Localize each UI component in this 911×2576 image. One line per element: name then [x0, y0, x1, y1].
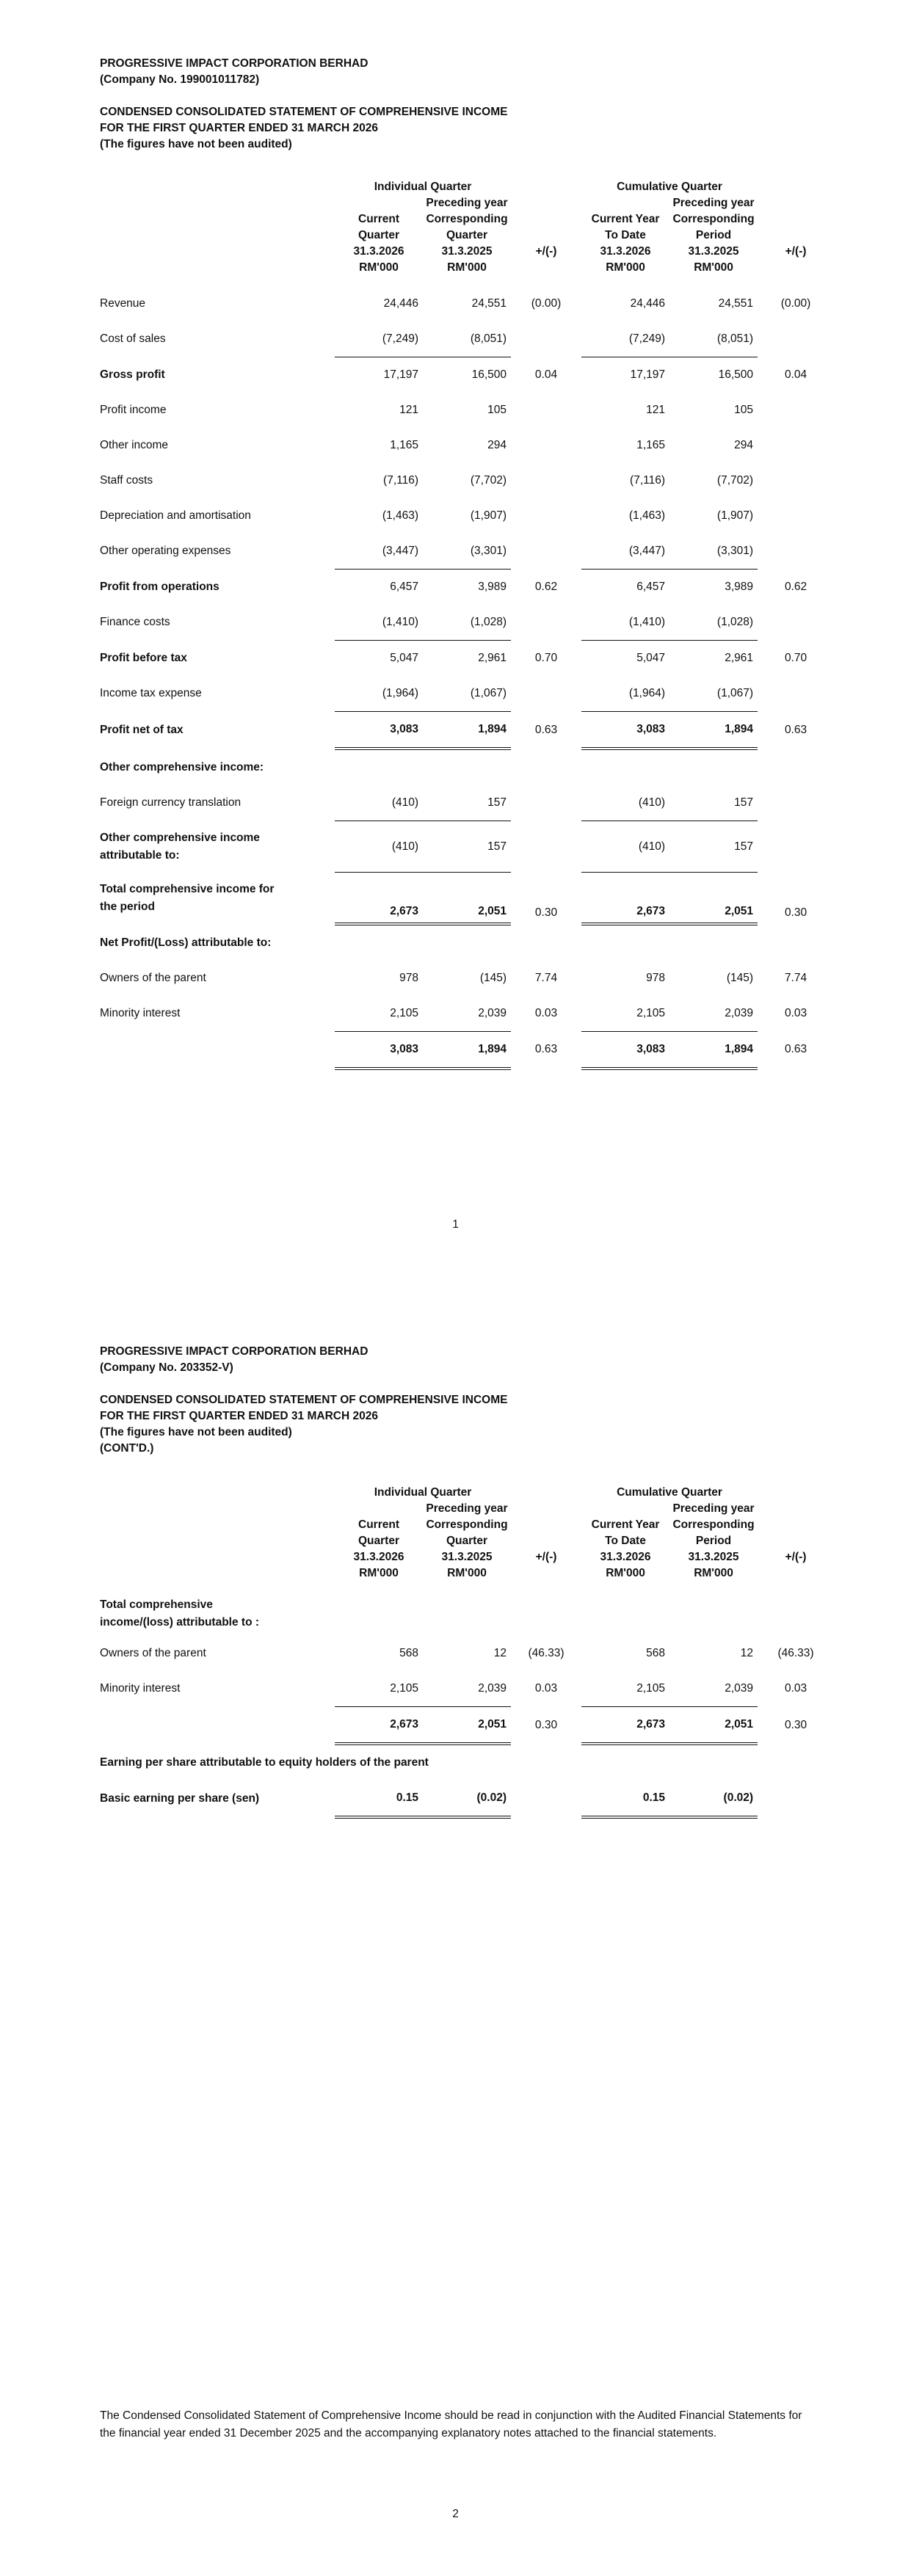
change-cell [511, 1780, 581, 1817]
table-cell [758, 179, 834, 195]
amount-cell: (7,249) [382, 332, 418, 345]
amount-cell: 3,083 [335, 1031, 423, 1069]
amount-cell: 1,894 [423, 712, 511, 749]
change-cell: (46.33) [528, 1647, 565, 1659]
amount-cell: 0.15 [335, 1780, 423, 1817]
page-number: 2 [452, 2508, 459, 2520]
row-profit-before-tax [100, 641, 834, 677]
row-label [100, 1031, 335, 1069]
amount-cell: 12 [493, 1647, 507, 1659]
text-line: Current Year [591, 1518, 660, 1531]
row-label [100, 821, 335, 873]
row-total-comprehensive-income [100, 873, 834, 924]
change-cell [511, 534, 581, 570]
change-cell: 0.04 [784, 368, 807, 381]
row-label: Staff costs [100, 474, 153, 487]
column-group-header [100, 179, 834, 195]
amount-cell: 2,051 [423, 873, 511, 924]
text-line [511, 195, 581, 244]
text-line [511, 260, 581, 276]
text-line: Quarter [446, 229, 487, 241]
change-cell [758, 676, 834, 712]
text-line: Current [358, 1518, 399, 1531]
table-cell [100, 179, 335, 195]
amount-cell: (410) [391, 796, 418, 809]
amount-cell: (1,410) [382, 616, 418, 628]
change-cell: 0.62 [534, 580, 558, 593]
row-label: Gross profit [100, 368, 165, 381]
amount-cell: 2,105 [390, 1682, 418, 1695]
change-cell [758, 1780, 834, 1817]
row-label: Profit before tax [100, 651, 187, 664]
amount-cell: (1,964) [382, 687, 418, 699]
amount-cell: 2,961 [423, 641, 511, 677]
cumulative-quarter-heading: Cumulative Quarter [617, 1486, 722, 1499]
amount-cell: 294 [487, 439, 507, 451]
change-cell: 0.03 [534, 1682, 558, 1695]
text-line: RM'000 [694, 261, 733, 274]
text-line [511, 1565, 581, 1582]
change-cell: 0.03 [784, 1006, 807, 1019]
row-net-profit-header [100, 924, 834, 961]
page-2 [0, 1288, 911, 2576]
amount-cell: 1,165 [636, 439, 666, 451]
amount-cell: 3,989 [423, 570, 511, 605]
amount-cell: 1,894 [669, 1031, 758, 1069]
text-line: RM'000 [359, 261, 399, 274]
amount-cell: 294 [734, 439, 754, 451]
amount-cell: (1,463) [628, 509, 666, 522]
amount-cell: 2,673 [335, 873, 423, 924]
amount-cell: 3,083 [581, 712, 669, 749]
amount-cell: (145) [726, 971, 754, 984]
change-cell: 0.03 [534, 1006, 558, 1019]
text-line: RM'000 [447, 1567, 487, 1579]
change-cell [511, 605, 581, 641]
change-cell: (0.00) [531, 297, 562, 310]
text-line: 31.3.2026 [353, 1551, 404, 1563]
text-line: Current [358, 213, 399, 225]
text-line: Quarter [446, 1535, 487, 1547]
change-cell: (0.00) [780, 297, 811, 310]
change-cell [511, 676, 581, 712]
change-cell [758, 498, 834, 534]
header-block [100, 1344, 507, 1457]
amount-cell: (410) [335, 821, 423, 873]
amount-cell: (1,964) [628, 687, 666, 699]
text-line: Period [695, 229, 732, 241]
change-cell [758, 428, 834, 463]
text-line: Quarter [358, 229, 399, 241]
text-line: Period [695, 1535, 732, 1547]
row-oci-header [100, 749, 834, 785]
change-cell: 0.30 [534, 906, 558, 919]
text-line: Preceding year [672, 1502, 755, 1515]
row-label: Minority interest [100, 1006, 181, 1019]
amount-cell: (1,410) [628, 616, 666, 628]
amount-cell: 2,039 [725, 1682, 754, 1695]
change-cell: 0.63 [534, 723, 558, 736]
text-line: Other comprehensive income [100, 831, 260, 844]
amount-cell: 157 [487, 796, 507, 809]
amount-cell: 105 [734, 404, 754, 416]
table-cell [100, 1501, 335, 1582]
col-preceding-period [669, 1501, 758, 1582]
col-change-cumulative [758, 195, 834, 276]
amount-cell: 24,446 [383, 297, 418, 310]
text-line: income/(loss) attributable to : [100, 1616, 260, 1629]
text-line [511, 1501, 581, 1549]
text-line [758, 1565, 834, 1582]
amount-cell: (1,907) [716, 509, 754, 522]
amount-cell: 568 [646, 1647, 666, 1659]
change-cell: 7.74 [784, 971, 807, 984]
amount-cell: 2,039 [478, 1682, 507, 1695]
row-label: Owners of the parent [100, 971, 206, 984]
row-label [100, 1707, 335, 1744]
text-line: +/(-) [785, 1551, 807, 1563]
row-label: Finance costs [100, 616, 170, 629]
row-label: Other income [100, 439, 169, 451]
row-label: Depreciation and amortisation [100, 509, 251, 522]
text-line: Preceding year [672, 197, 755, 209]
row-gross-profit [100, 357, 834, 393]
amount-cell: 978 [646, 971, 666, 984]
company-name: PROGRESSIVE IMPACT CORPORATION BERHAD [100, 57, 369, 70]
amount-cell: 121 [646, 404, 666, 416]
amount-cell: 16,500 [669, 357, 758, 393]
row-label: Other comprehensive income: [100, 761, 264, 774]
text-line: +/(-) [785, 245, 807, 258]
row-total [100, 1707, 834, 1744]
row-label: Earning per share attributable to equity holders of the parent [100, 1756, 429, 1769]
text-line: RM'000 [606, 1567, 645, 1579]
row-label: Basic earning per share (sen) [100, 1792, 260, 1805]
change-cell [758, 821, 834, 873]
text-line: 31.3.2026 [600, 245, 651, 258]
amount-cell: (8,051) [716, 332, 754, 345]
amount-cell: (0.02) [669, 1780, 758, 1817]
amount-cell: 17,197 [581, 357, 669, 393]
amount-cell: (1,028) [470, 616, 507, 628]
col-preceding-period [669, 195, 758, 276]
change-cell: 0.63 [534, 1043, 558, 1056]
text-line: 31.3.2026 [353, 245, 404, 258]
amount-cell: 2,051 [669, 873, 758, 924]
text-line: Preceding year [426, 1502, 508, 1515]
col-current-ytd [581, 1501, 669, 1582]
amount-cell: 568 [399, 1647, 418, 1659]
row-profit-net-of-tax [100, 712, 834, 749]
change-cell: 7.74 [534, 971, 558, 984]
amount-cell: 2,961 [669, 641, 758, 677]
text-line: To Date [605, 229, 646, 241]
table-cell [100, 195, 335, 276]
row-label: Income tax expense [100, 687, 202, 700]
amount-cell: (7,702) [470, 474, 507, 487]
row-label [100, 1592, 834, 1636]
amount-cell: 17,197 [335, 357, 423, 393]
company-number: (Company No. 203352-V) [100, 1361, 233, 1374]
amount-cell: 978 [399, 971, 418, 984]
amount-cell: 12 [740, 1647, 754, 1659]
row-oci-attributable [100, 821, 834, 873]
amount-cell: 5,047 [581, 641, 669, 677]
statement-period: FOR THE FIRST QUARTER ENDED 31 MARCH 2026 [100, 1410, 378, 1422]
text-line: Quarter [358, 1535, 399, 1547]
company-name: PROGRESSIVE IMPACT CORPORATION BERHAD [100, 1345, 369, 1358]
individual-quarter-heading: Individual Quarter [374, 181, 472, 193]
change-cell: 0.30 [784, 906, 807, 919]
amount-cell: (1,067) [716, 687, 754, 699]
col-preceding-quarter [423, 1501, 511, 1582]
cumulative-quarter-heading: Cumulative Quarter [617, 181, 722, 193]
text-line: Corresponding [426, 1518, 508, 1531]
change-cell [758, 534, 834, 570]
table-cell [100, 1582, 834, 1592]
amount-cell: (410) [581, 821, 669, 873]
row-other-income [100, 428, 834, 463]
amount-cell: 2,673 [581, 873, 669, 924]
table-cell [100, 276, 834, 286]
row-revenue [100, 286, 834, 321]
amount-cell: (7,702) [716, 474, 754, 487]
amount-cell: (1,463) [382, 509, 418, 522]
continued-note: (CONT'D.) [100, 1442, 154, 1455]
amount-cell: (7,249) [628, 332, 666, 345]
row-label: Net Profit/(Loss) attributable to: [100, 936, 272, 949]
text-line: RM'000 [694, 1567, 733, 1579]
col-current-quarter [335, 195, 423, 276]
col-change-quarter [511, 1501, 581, 1582]
text-line: Preceding year [426, 197, 508, 209]
text-line: 31.3.2026 [600, 1551, 651, 1563]
footnote: The Condensed Consolidated Statement of Comprehensive Income should be read in conjunction with the Audited Financial Statements for the financial year ended 31 December 2025 and the accompanying explanatory notes attached to the financial statements. [100, 2409, 802, 2439]
change-cell: 0.62 [784, 580, 807, 593]
text-line: RM'000 [359, 1567, 399, 1579]
amount-cell: 16,500 [423, 357, 511, 393]
row-label: Other operating expenses [100, 545, 231, 558]
row-label: Foreign currency translation [100, 796, 242, 809]
row-cost-of-sales [100, 321, 834, 357]
row-label: Owners of the parent [100, 1647, 206, 1659]
change-cell: 0.70 [534, 651, 558, 664]
income-statement-table-continued [100, 1485, 834, 1819]
amount-cell: 0.15 [581, 1780, 669, 1817]
row-label: Profit net of tax [100, 723, 184, 736]
col-change-cumulative [758, 1501, 834, 1582]
text-line: Total comprehensive [100, 1598, 213, 1611]
amount-cell: 24,551 [471, 297, 507, 310]
amount-cell: 157 [423, 821, 511, 873]
text-line: 31.3.2025 [441, 245, 493, 258]
amount-cell: 1,894 [669, 712, 758, 749]
row-label: Profit income [100, 404, 167, 416]
row-staff-costs [100, 463, 834, 498]
text-line: RM'000 [447, 261, 487, 274]
amount-cell: 105 [487, 404, 507, 416]
change-cell [511, 821, 581, 873]
table-cell [758, 1485, 834, 1501]
row-depreciation [100, 498, 834, 534]
text-line: Corresponding [672, 1518, 755, 1531]
column-header [100, 1501, 834, 1582]
row-other-operating-expenses [100, 534, 834, 570]
amount-cell: 24,551 [718, 297, 754, 310]
amount-cell: (0.02) [423, 1780, 511, 1817]
row-label: Minority interest [100, 1682, 181, 1695]
statement-title: CONDENSED CONSOLIDATED STATEMENT OF COMPREHENSIVE INCOME [100, 106, 508, 118]
text-line: To Date [605, 1535, 646, 1547]
amount-cell: 2,051 [669, 1707, 758, 1744]
row-owners-of-parent [100, 961, 834, 996]
amount-cell: 2,051 [423, 1707, 511, 1744]
row-profit-from-operations [100, 570, 834, 605]
audit-note: (The figures have not been audited) [100, 138, 292, 150]
row-label [100, 873, 335, 924]
company-number: (Company No. 199001011782) [100, 73, 260, 86]
amount-cell: 3,083 [581, 1031, 669, 1069]
amount-cell: 2,105 [636, 1682, 666, 1695]
change-cell [511, 463, 581, 498]
amount-cell: 2,105 [636, 1006, 666, 1019]
col-current-ytd [581, 195, 669, 276]
row-profit-income [100, 393, 834, 428]
text-line: Corresponding [672, 213, 755, 225]
text-line: the period [100, 900, 155, 913]
row-owners-of-parent [100, 1636, 834, 1671]
text-line [758, 195, 834, 244]
text-line: Current Year [591, 213, 660, 225]
row-finance-costs [100, 605, 834, 641]
text-line: Corresponding [426, 213, 508, 225]
change-cell [511, 321, 581, 357]
row-eps-header [100, 1744, 834, 1780]
amount-cell: 2,039 [478, 1006, 507, 1019]
change-cell [758, 463, 834, 498]
col-change-quarter [511, 195, 581, 276]
change-cell [758, 785, 834, 821]
amount-cell: 3,083 [335, 712, 423, 749]
row-foreign-currency [100, 785, 834, 821]
amount-cell: 2,039 [725, 1006, 754, 1019]
text-line: 31.3.2025 [441, 1551, 493, 1563]
amount-cell: (3,301) [470, 545, 507, 557]
change-cell [511, 393, 581, 428]
row-total [100, 1031, 834, 1069]
table-cell [511, 1485, 581, 1501]
amount-cell: (1,067) [470, 687, 507, 699]
table-cell [100, 1485, 335, 1501]
change-cell: (46.33) [777, 1647, 814, 1659]
text-line: attributable to: [100, 848, 180, 862]
text-line [758, 1501, 834, 1549]
change-cell [758, 605, 834, 641]
table-cell [511, 179, 581, 195]
individual-quarter-heading: Individual Quarter [374, 1486, 472, 1499]
amount-cell: 6,457 [581, 570, 669, 605]
change-cell: 0.63 [784, 1043, 807, 1056]
change-cell [511, 785, 581, 821]
change-cell [511, 498, 581, 534]
amount-cell: (3,447) [628, 545, 666, 557]
amount-cell: 2,105 [390, 1006, 418, 1019]
row-income-tax [100, 676, 834, 712]
audit-note: (The figures have not been audited) [100, 1426, 292, 1438]
amount-cell: (7,116) [630, 474, 666, 487]
text-line [758, 260, 834, 276]
row-tci-attributable-header [100, 1592, 834, 1636]
text-line: +/(-) [535, 245, 557, 258]
change-cell: 0.70 [784, 651, 807, 664]
statement-title: CONDENSED CONSOLIDATED STATEMENT OF COMPREHENSIVE INCOME [100, 1394, 508, 1406]
column-group-header [100, 1485, 834, 1501]
amount-cell: (1,028) [716, 616, 754, 628]
amount-cell: 1,894 [423, 1031, 511, 1069]
amount-cell: 5,047 [335, 641, 423, 677]
amount-cell: 2,673 [581, 1707, 669, 1744]
row-basic-eps [100, 1780, 834, 1817]
change-cell: 0.03 [784, 1682, 807, 1695]
amount-cell: 3,989 [669, 570, 758, 605]
amount-cell: (410) [638, 796, 666, 809]
row-label: Profit from operations [100, 580, 219, 593]
page-number: 1 [452, 1218, 459, 1231]
amount-cell: (3,301) [716, 545, 754, 557]
change-cell: 0.30 [534, 1718, 558, 1731]
row-minority-interest [100, 1671, 834, 1707]
amount-cell: 2,673 [335, 1707, 423, 1744]
col-preceding-quarter [423, 195, 511, 276]
row-minority-interest [100, 996, 834, 1032]
amount-cell: 121 [399, 404, 418, 416]
amount-cell: (145) [479, 971, 507, 984]
col-current-quarter [335, 1501, 423, 1582]
amount-cell: 157 [669, 821, 758, 873]
amount-cell: (1,907) [470, 509, 507, 522]
amount-cell: (7,116) [383, 474, 418, 487]
text-line: 31.3.2025 [688, 1551, 739, 1563]
text-line: +/(-) [535, 1551, 557, 1563]
text-line: RM'000 [606, 261, 645, 274]
change-cell [758, 321, 834, 357]
amount-cell: 6,457 [335, 570, 423, 605]
change-cell: 0.30 [784, 1718, 807, 1731]
amount-cell: 1,165 [390, 439, 418, 451]
change-cell: 0.63 [784, 723, 807, 736]
income-statement-table [100, 179, 834, 1070]
text-line: 31.3.2025 [688, 245, 739, 258]
text-line: Total comprehensive income for [100, 882, 275, 895]
row-label: Revenue [100, 297, 146, 310]
change-cell: 0.04 [534, 368, 558, 381]
header-block [100, 56, 507, 153]
statement-period: FOR THE FIRST QUARTER ENDED 31 MARCH 2026 [100, 122, 378, 134]
amount-cell: 157 [734, 796, 754, 809]
change-cell [758, 393, 834, 428]
amount-cell: (8,051) [470, 332, 507, 345]
change-cell [511, 428, 581, 463]
amount-cell: (3,447) [382, 545, 418, 557]
amount-cell: 24,446 [630, 297, 666, 310]
column-header [100, 195, 834, 276]
row-label: Cost of sales [100, 332, 166, 346]
